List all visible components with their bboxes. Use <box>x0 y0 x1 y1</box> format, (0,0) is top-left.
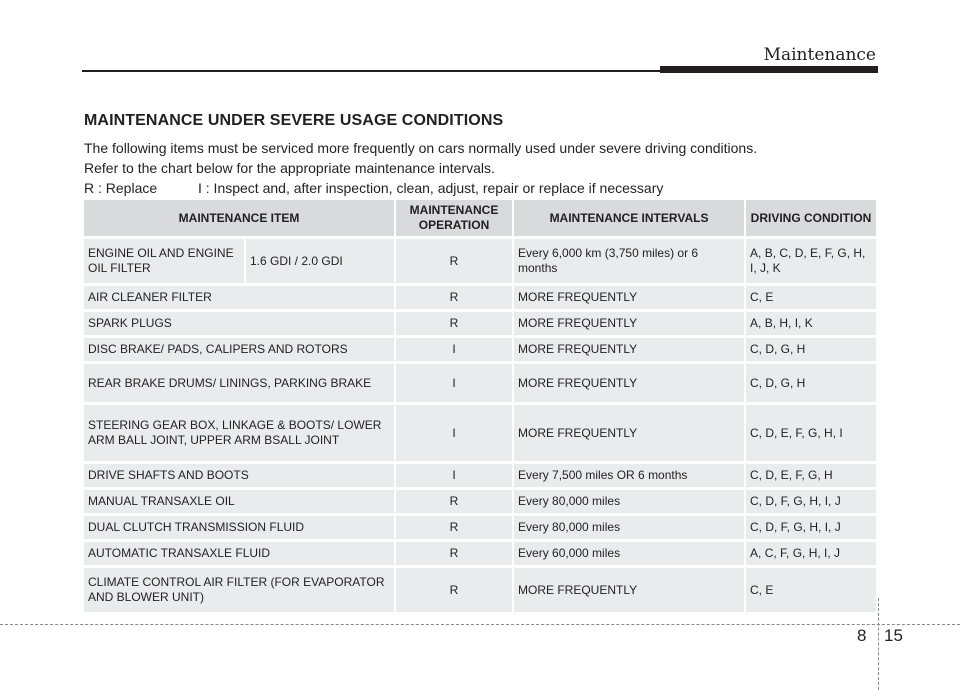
operation-cell: R <box>396 513 514 539</box>
table-row <box>84 335 876 361</box>
table-header-row <box>84 200 876 236</box>
table-row <box>84 487 876 513</box>
condition-cell: C, D, F, G, H, I, J <box>746 513 876 539</box>
spec-cell: 1.6 GDI / 2.0 GDI <box>246 236 396 283</box>
interval-cell: MORE FREQUENTLY <box>514 283 746 309</box>
legend-inspect: I : Inspect and, after inspection, clean, adjust, repair or replace if necessary <box>198 180 664 196</box>
operation-cell: R <box>396 487 514 513</box>
condition-cell: A, B, H, I, K <box>746 309 876 335</box>
page-number: 15 <box>884 626 903 645</box>
item-cell: SPARK PLUGS <box>84 309 396 335</box>
operation-cell: R <box>396 309 514 335</box>
interval-cell: MORE FREQUENTLY <box>514 309 746 335</box>
operation-cell: I <box>396 335 514 361</box>
interval-cell: Every 7,500 miles OR 6 months <box>514 461 746 487</box>
table-row <box>84 309 876 335</box>
item-cell: ENGINE OIL AND ENGINE OIL FILTER <box>84 236 246 283</box>
item-cell: AUTOMATIC TRANSAXLE FLUID <box>84 539 396 565</box>
header-rule <box>82 70 660 72</box>
header-rule-accent <box>660 66 878 73</box>
condition-cell: A, C, F, G, H, I, J <box>746 539 876 565</box>
operation-cell: R <box>396 236 514 283</box>
header-driving-condition: DRIVING CONDITION <box>746 200 876 236</box>
operation-cell: I <box>396 402 514 461</box>
operation-cell: I <box>396 361 514 402</box>
header-maintenance-operation: MAINTENANCE OPERATION <box>396 200 514 236</box>
item-cell: AIR CLEANER FILTER <box>84 283 396 309</box>
item-cell: STEERING GEAR BOX, LINKAGE & BOOTS/ LOWER ARM BALL JOINT, UPPER ARM BSALL JOINT <box>84 402 396 461</box>
interval-cell: MORE FREQUENTLY <box>514 361 746 402</box>
maintenance-table <box>84 200 876 612</box>
intro-line-2: Refer to the chart below for the appropriate maintenance intervals. <box>84 160 495 176</box>
condition-cell: C, E <box>746 565 876 612</box>
condition-cell: C, D, E, F, G, H <box>746 461 876 487</box>
item-cell: MANUAL TRANSAXLE OIL <box>84 487 396 513</box>
footer-divider <box>878 598 879 690</box>
interval-cell: Every 6,000 km (3,750 miles) or 6 months <box>514 236 746 283</box>
item-cell: REAR BRAKE DRUMS/ LININGS, PARKING BRAKE <box>84 361 396 402</box>
item-cell: DRIVE SHAFTS AND BOOTS <box>84 461 396 487</box>
table-row <box>84 461 876 487</box>
interval-cell: MORE FREQUENTLY <box>514 565 746 612</box>
condition-cell: C, D, E, F, G, H, I <box>746 402 876 461</box>
table-row <box>84 513 876 539</box>
table-row <box>84 361 876 402</box>
interval-cell: MORE FREQUENTLY <box>514 335 746 361</box>
item-cell: CLIMATE CONTROL AIR FILTER (FOR EVAPORATOR AND BLOWER UNIT) <box>84 565 396 612</box>
condition-cell: A, B, C, D, E, F, G, H, I, J, K <box>746 236 876 283</box>
table-row <box>84 402 876 461</box>
interval-cell: Every 60,000 miles <box>514 539 746 565</box>
interval-cell: Every 80,000 miles <box>514 487 746 513</box>
header-maintenance-intervals: MAINTENANCE INTERVALS <box>514 200 746 236</box>
footer-rule <box>0 624 960 625</box>
legend-line <box>84 178 663 198</box>
intro-line-1: The following items must be serviced more frequently on cars normally used under severe driving conditions. <box>84 140 758 156</box>
page-heading: MAINTENANCE UNDER SEVERE USAGE CONDITIONS <box>84 112 504 129</box>
item-cell: DUAL CLUTCH TRANSMISSION FLUID <box>84 513 396 539</box>
item-cell: DISC BRAKE/ PADS, CALIPERS AND ROTORS <box>84 335 396 361</box>
table-row <box>84 539 876 565</box>
condition-cell: C, D, G, H <box>746 361 876 402</box>
header-maintenance-item: MAINTENANCE ITEM <box>84 200 396 236</box>
operation-cell: R <box>396 565 514 612</box>
interval-cell: MORE FREQUENTLY <box>514 402 746 461</box>
operation-cell: R <box>396 283 514 309</box>
table-row <box>84 236 876 283</box>
condition-cell: C, D, F, G, H, I, J <box>746 487 876 513</box>
interval-cell: Every 80,000 miles <box>514 513 746 539</box>
legend-replace: R : Replace <box>84 180 158 196</box>
chapter-number: 8 <box>857 626 867 645</box>
condition-cell: C, E <box>746 283 876 309</box>
operation-cell: R <box>396 539 514 565</box>
operation-cell: I <box>396 461 514 487</box>
table-row <box>84 565 876 612</box>
section-title: Maintenance <box>763 45 876 65</box>
condition-cell: C, D, G, H <box>746 335 876 361</box>
table-row <box>84 283 876 309</box>
